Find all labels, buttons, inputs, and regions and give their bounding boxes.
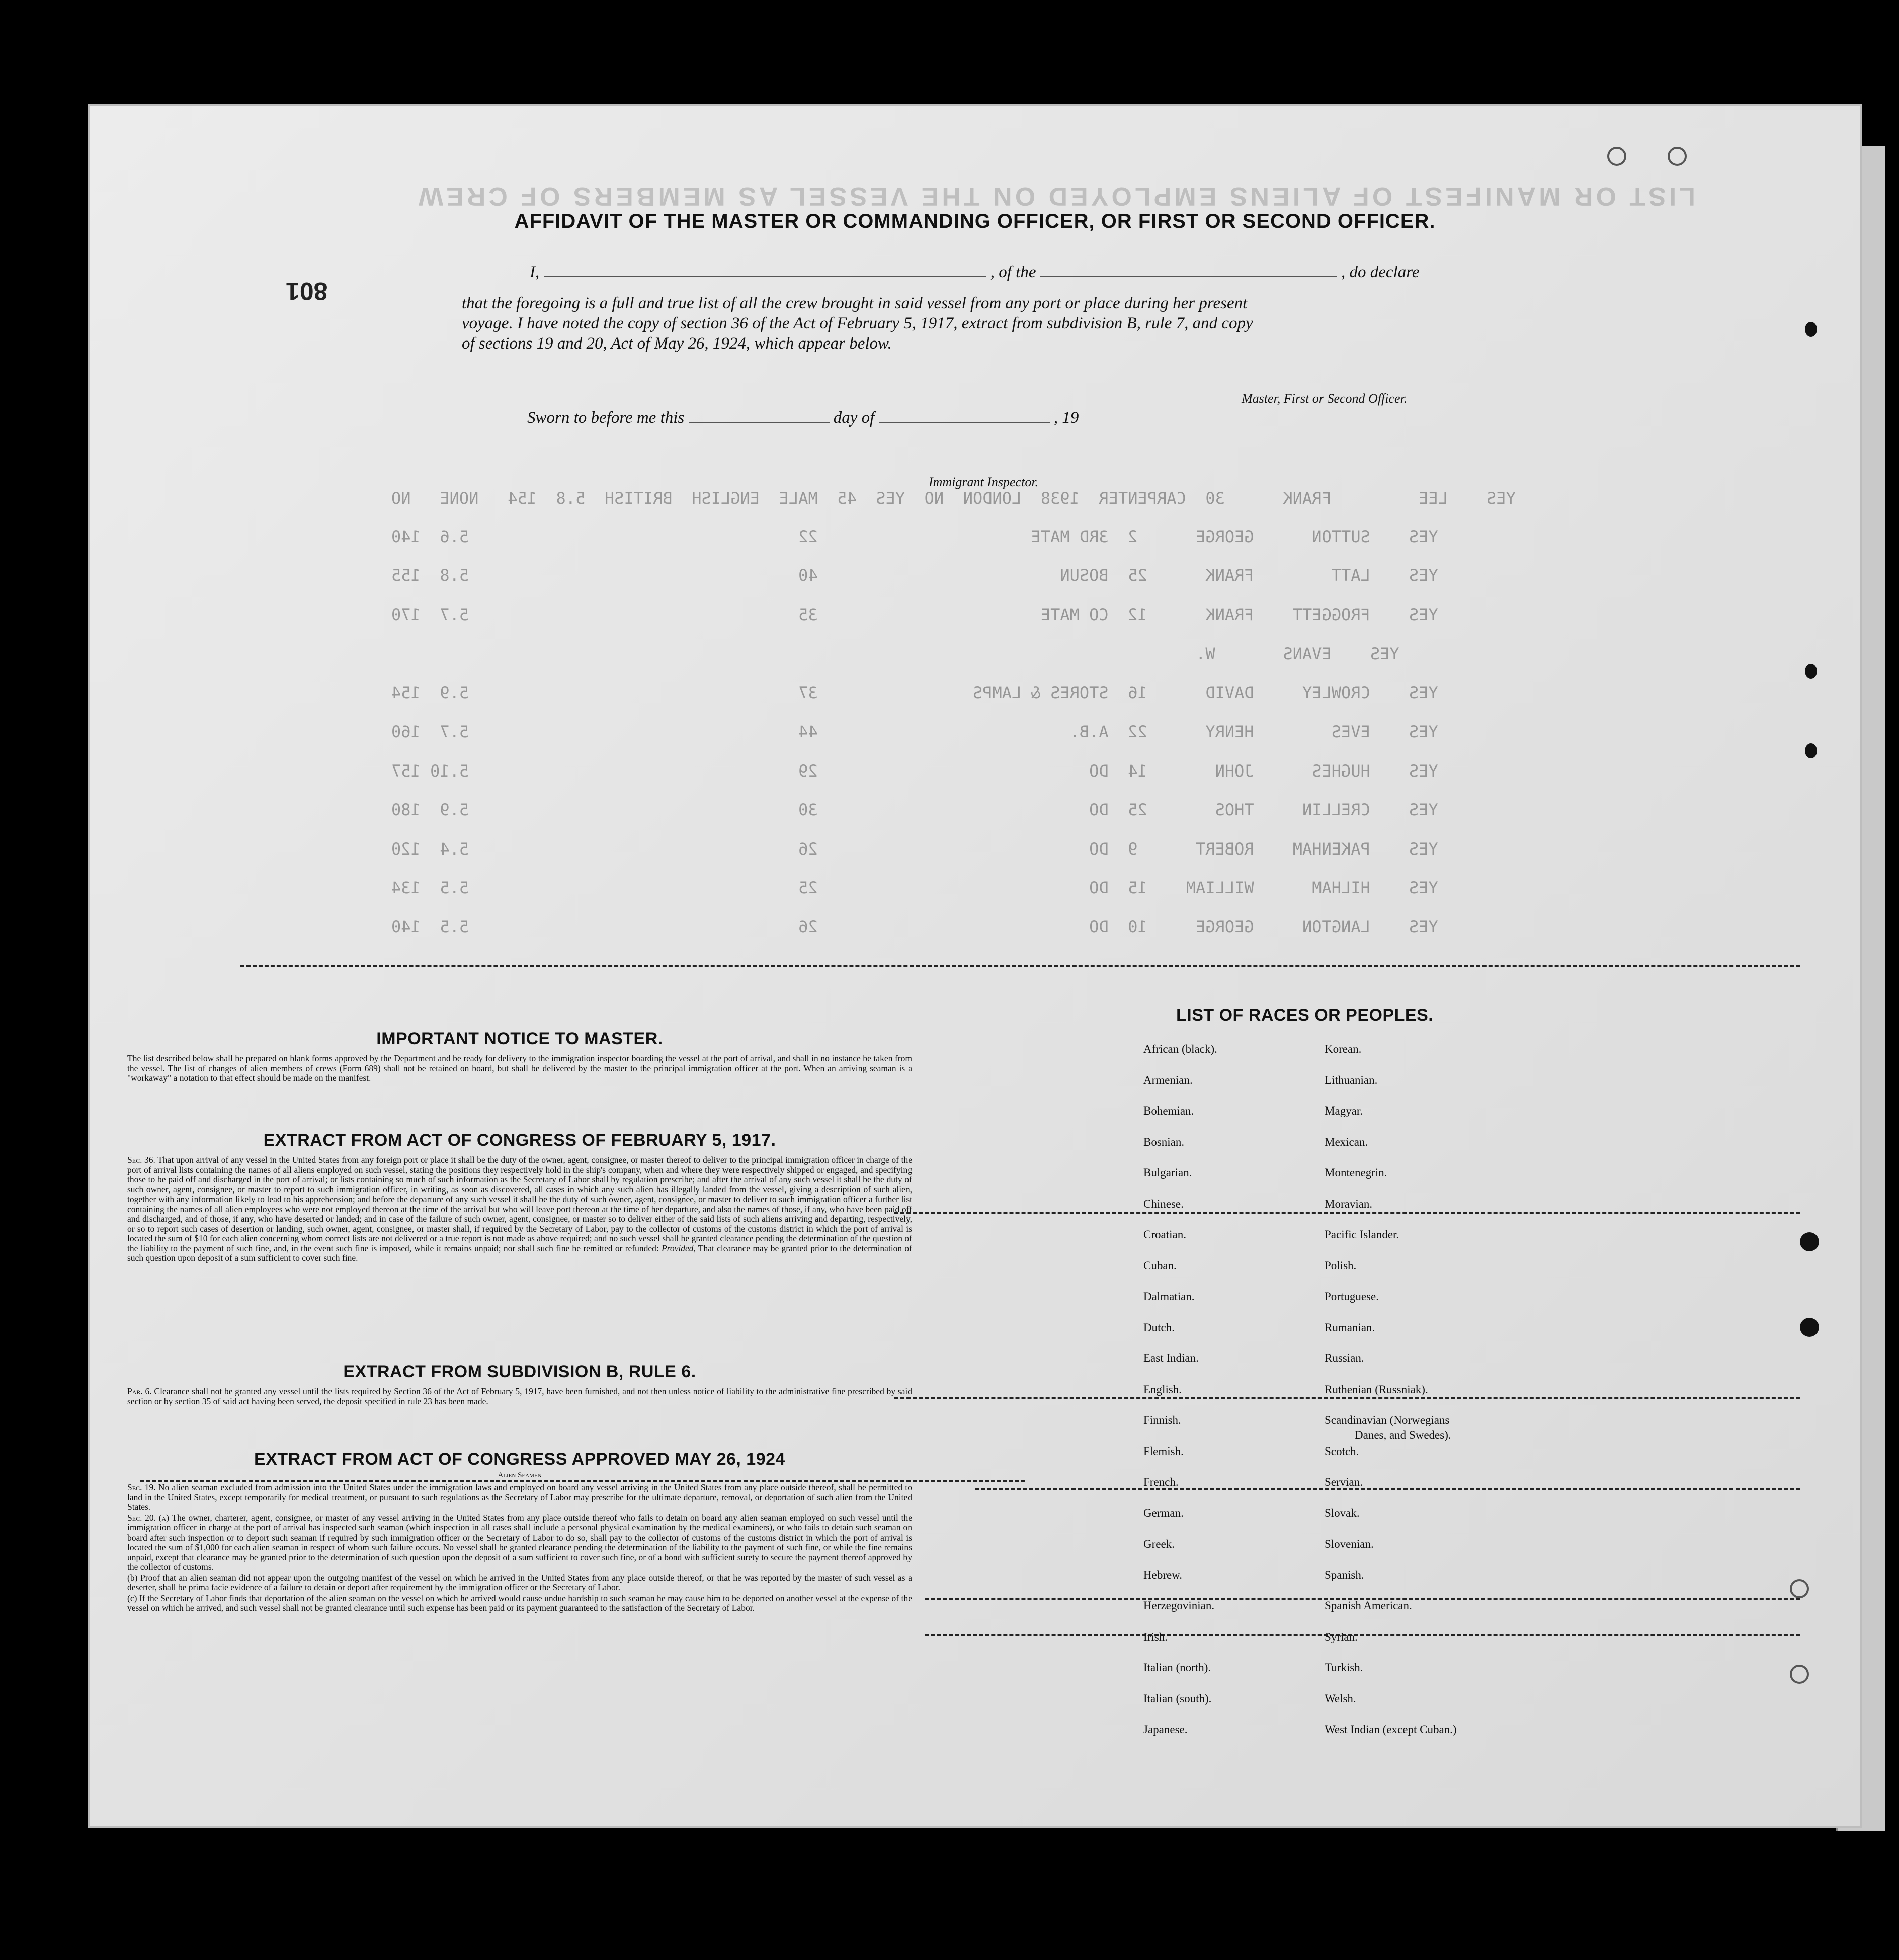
punch-hole (1800, 1318, 1819, 1337)
bleed-through-title: LIST OR MANIFEST OF ALIENS EMPLOYED ON THE VESSEL AS MEMBERS OF CREW (416, 182, 1695, 211)
race-item: German. (1143, 1506, 1184, 1519)
section-label: Par. 6. (127, 1386, 152, 1396)
extract-1917-text (127, 1155, 912, 1263)
officer-name-field[interactable] (544, 276, 986, 277)
extract-1924-section (127, 1450, 912, 1613)
ghost-row: YES FROGGETT FRANK 12 CO MATE 35 5.7 170 (391, 605, 1438, 624)
races-title: LIST OF RACES OR PEOPLES. (1176, 1006, 1434, 1025)
inspector-caption: Immigrant Inspector. (929, 475, 1039, 489)
punch-hole (1805, 743, 1817, 758)
race-item: Magyar. (1325, 1104, 1363, 1117)
races-list-left (1143, 1042, 1217, 1754)
intro-i: I, (530, 263, 540, 281)
race-item: Ruthenian (Russniak). (1325, 1383, 1428, 1396)
extract-rule6-text (127, 1387, 912, 1406)
race-item: Finnish. (1143, 1414, 1181, 1426)
race-item: Scandinavian (Norwegians (1325, 1414, 1450, 1426)
race-item: Russian. (1325, 1352, 1364, 1365)
section-label: Sec. 36. (127, 1155, 155, 1165)
punch-hole (1668, 147, 1687, 166)
race-item: Chinese. (1143, 1197, 1184, 1210)
race-item: French. (1143, 1476, 1179, 1488)
punch-hole (1790, 1665, 1809, 1684)
ghost-row: YES PAKENHAM ROBERT 9 DO 26 5.4 120 (391, 839, 1438, 859)
race-item: Hebrew. (1143, 1568, 1183, 1581)
race-item: Mexican. (1325, 1135, 1368, 1148)
race-item: Armenian. (1143, 1073, 1193, 1086)
proviso-text: That clearance may be granted prior to the determination of such question upon deposit of a sum sufficient to cover such fine. (127, 1243, 913, 1263)
section-label: Sec. 19. (127, 1482, 156, 1492)
ghost-row: YES HUGHES JOHN 14 DO 29 5.10 157 (391, 761, 1438, 781)
race-item: Flemish. (1143, 1444, 1184, 1458)
punch-hole (1800, 1232, 1819, 1251)
race-item: Scotch. (1325, 1444, 1359, 1458)
race-item: Korean. (1325, 1043, 1362, 1055)
section-body: No alien seaman excluded from admission into the United States under the immigration laws and employed on board any vessel arriving in the United States from any place outside thereof, shall be permitted to land in the United States, except temporarily for medical treatment, or pursuant to such regulations as the Secretary of Labor may prescribe for the ultimate departure, removal, or deportation of such alien from the United States. (127, 1482, 913, 1512)
race-item: Croatian. (1143, 1228, 1186, 1241)
ghost-row: YES HILHAM WILLIAM 15 DO 25 5.5 134 (391, 878, 1438, 897)
race-item: Bohemian. (1143, 1104, 1194, 1117)
race-item: Moravian. (1325, 1197, 1373, 1210)
manifest-page (90, 106, 1860, 1826)
affidavit-intro-line (530, 262, 1556, 283)
stamp-number: 801 (286, 277, 328, 305)
ghost-row: YES LANGTON GEORGE 10 DO 26 5.5 140 (391, 917, 1438, 936)
intro-of-the: , of the (990, 263, 1036, 281)
race-item: Portuguese. (1325, 1290, 1379, 1303)
race-item: Polish. (1325, 1259, 1357, 1272)
race-item: Slovak. (1325, 1506, 1360, 1519)
race-item: Dutch. (1143, 1321, 1175, 1334)
sworn-month-field[interactable] (879, 422, 1050, 423)
alien-seamen-label: Alien Seamen (498, 1471, 542, 1479)
race-item: Cuban. (1143, 1259, 1177, 1272)
affidavit-body-1: that the foregoing is a full and true list of all the crew brought in said vessel from any port or place during her present (462, 294, 1248, 312)
ghost-row: YES CROWLEY DAVID 16 STORES & LAMPS 37 5.9 154 (391, 683, 1438, 702)
extract-1924-heading: EXTRACT FROM ACT OF CONGRESS APPROVED MAY 26, 1924 (254, 1450, 785, 1469)
race-item: Greek. (1143, 1538, 1175, 1550)
extract-1917-section (127, 1131, 912, 1263)
sworn-line (527, 407, 1079, 429)
extract-rule6-section (127, 1362, 912, 1406)
race-item: Pacific Islander. (1325, 1228, 1399, 1241)
race-item: Welsh. (1325, 1692, 1356, 1705)
race-item: Spanish. (1325, 1568, 1364, 1581)
sec19-text (127, 1483, 912, 1512)
affidavit-body-3: of sections 19 and 20, Act of May 26, 1924, which appear below. (462, 334, 892, 353)
sworn-year: , 19 (1053, 409, 1079, 427)
notice-heading: IMPORTANT NOTICE TO MASTER. (376, 1029, 663, 1048)
race-item: Danes, and Swedes). (1355, 1429, 1451, 1441)
race-item: Japanese. (1143, 1723, 1188, 1736)
intro-do-declare: , do declare (1341, 263, 1420, 281)
vessel-name-field[interactable] (1040, 276, 1337, 277)
race-item: Bosnian. (1143, 1135, 1185, 1148)
races-list-right (1325, 1042, 1457, 1754)
race-item: Dalmatian. (1143, 1290, 1195, 1303)
notice-text: The list described below shall be prepared on blank forms approved by the Department and be ready for delivery to the immigration inspector boarding the vessel at the port of arrival, and shall in no instance be taken from the vessel. The list of changes of alien members of crews (Form 689) shall not be retained on board, but shall be delivered by the master to the principal immigration officer at the port. When an arriving seaman is a "workaway" a notation to that effect should be made on the manifest. (127, 1053, 912, 1083)
race-item: African (black). (1143, 1043, 1217, 1055)
section-body: The owner, charterer, agent, consignee, or master of any vessel arriving in the United States from any place outside thereof who fails to detain on board any alien seaman employed on such vessel until the immigration officer in charge at the port of arrival has inspected such seaman (which inspection in all cases shall include a personal physical examination by the medical examiners), or who fails to detain such seaman on board after such inspection or to deport such seaman if required by such immigration officer or the Secretary of Labor to do so, shall pay to the collector of customs of the customs district in which the port of arrival is located the sum of $1,000 for each alien seaman in respect of whom such failure occurs. No vessel shall be granted clearance pending the determination of the liability to the payment of such fine, or while the fine remains unpaid, except that clearance may be granted prior to the determination of such question upon the deposit of a sum sufficient to cover such fine, or of a bond with sufficient surety to secure the payment thereof approved by the collector of customs. (127, 1512, 913, 1572)
sec20c-text: (c) If the Secretary of Labor finds that deportation of the alien seaman on the vessel on which he arrived would cause undue hardship to such seaman he may cause him to be deported on another vessel at the expense of the vessel on which he arrived, and such vessel shall not be granted clearance until such expense has been paid or its payment guaranteed to the satisfaction of the Secretary of Labor. (127, 1593, 912, 1613)
race-item: Syrian. (1325, 1630, 1358, 1643)
race-item: Turkish. (1325, 1661, 1363, 1674)
affidavit-body-2: voyage. I have noted the copy of section 36 of the Act of February 5, 1917, extract from subdivision B, rule 7, and copy (462, 314, 1253, 332)
extract-1917-heading: EXTRACT FROM ACT OF CONGRESS OF FEBRUARY 5, 1917. (263, 1131, 776, 1150)
affidavit-title: AFFIDAVIT OF THE MASTER OR COMMANDING OFFICER, OR FIRST OR SECOND OFFICER. (514, 210, 1436, 232)
punch-hole (1790, 1579, 1809, 1598)
punch-hole (1607, 147, 1626, 166)
sworn-before: Sworn to before me this (527, 409, 685, 427)
race-item: Herzegovinian. (1143, 1599, 1215, 1612)
race-item: Irish. (1143, 1630, 1168, 1643)
ghost-row: YES CRELLIN THOS 25 DO 30 5.9 180 (391, 800, 1438, 819)
section-body: That upon arrival of any vessel in the United States from any foreign port or place it shall be the duty of the owner, agent, consignee, or master thereof to deliver to the principal immigration officer in charge of the port of arrival lists containing the names of all aliens employed on such vessel, stating the positions they respectively hold in the ship's company, when and where they were respectively shipped or engaged, and specifying those to be paid off and discharged in the port of arrival; or lists containing so much of such information as the Secretary of Labor shall by regulation prescribe; and after the arrival of any such vessel it shall be the duty of such owner, agent, consignee, or master to report to such immigration officer, in writing, as soon as discovered, all cases in which any such alien has illegally landed from the vessel, giving a description of such alien, together with any information likely to lead to his apprehension; and before the departure of any such vessel it shall be the duty of such owner, agent, consignee, or master to deliver to such immigration officer a further list containing the names of all alien employees who were not employed thereon at the time of the arrival but who will leave port thereon at the time of her departure, and also the names of those, if any, who have been paid off and discharged, and of those, if any, who have deserted or landed; and in case of the failure of such owner, agent, consignee, or master so to deliver either of the said lists of such aliens arriving and departing, respectively, or so to report such cases of desertion or landing, such owner, agent, consignee, or master shall, if required by the Secretary of Labor, pay to the collector of customs of the customs district in which the port of arrival is located the sum of $10 for each alien concerning whom correct lists are not delivered or a true report is not made as above required; and no such vessel shall be granted clearance pending the determination of the question of the liability to the payment of such fine, and, in the event such fine is imposed, while it remains unpaid; nor shall such fine be remitted or refunded: (127, 1155, 912, 1253)
ghost-row: YES LEE FRANK 30 CARPENTER 1938 LONDON NO YES 45 MALE ENGLISH BRITISH 5.8 154 NONE NO (391, 489, 1516, 508)
sworn-day-field[interactable] (689, 422, 830, 423)
extract-rule6-heading: EXTRACT FROM SUBDIVISION B, RULE 6. (343, 1362, 696, 1381)
race-item: Lithuanian. (1325, 1073, 1378, 1086)
dashed-separator (240, 965, 1800, 967)
race-item: Servian. (1325, 1476, 1363, 1488)
ghost-row: YES EVES HENRY 22 A.B. 44 5.7 160 (391, 722, 1438, 741)
section-body: Clearance shall not be granted any vessel until the lists required by Section 36 of the Act of February 5, 1917, have been furnished, and not then unless notice of liability to the administrative fine prescribed by said section or by section 35 of said act having been served, the deposit specified in rule 23 has been made. (127, 1386, 913, 1406)
important-notice-section (127, 1029, 912, 1083)
sec20b-text: (b) Proof that an alien seaman did not appear upon the outgoing manifest of the vessel on which he arrived in the United States from any place outside thereof, or that he was reported by the master of such vessel as a deserter, shall be prima facie evidence of a failure to detain or deport after requirement by the immigration officer or the Secretary of Labor. (127, 1572, 912, 1592)
race-item: Slovenian. (1325, 1538, 1374, 1550)
ghost-row: YES LATT FRANK 25 BOSUN 40 5.8 155 (391, 566, 1438, 585)
sworn-day-of: day of (833, 409, 875, 427)
race-item: Rumanian. (1325, 1321, 1375, 1334)
race-item: Montenegrin. (1325, 1166, 1387, 1179)
race-item: East Indian. (1143, 1352, 1199, 1365)
proviso-word: Provided, (661, 1243, 696, 1253)
sec20-text (127, 1513, 912, 1572)
ghost-row: YES SUTTON GEORGE 2 3RD MATE 22 5.6 140 (391, 527, 1438, 546)
ghost-row: YES EVANS W. (391, 644, 1399, 663)
race-item: English. (1143, 1383, 1182, 1396)
race-item: Italian (north). (1143, 1661, 1211, 1674)
race-item: West Indian (except Cuban.) (1325, 1723, 1457, 1736)
race-item: Bulgarian. (1143, 1166, 1192, 1179)
section-label: Sec. 20. (a) (127, 1512, 170, 1523)
signature-caption: Master, First or Second Officer. (1242, 391, 1408, 406)
punch-hole (1805, 322, 1817, 337)
race-item: Italian (south). (1143, 1692, 1212, 1705)
race-item: Spanish American. (1325, 1599, 1412, 1612)
punch-hole (1805, 664, 1817, 679)
